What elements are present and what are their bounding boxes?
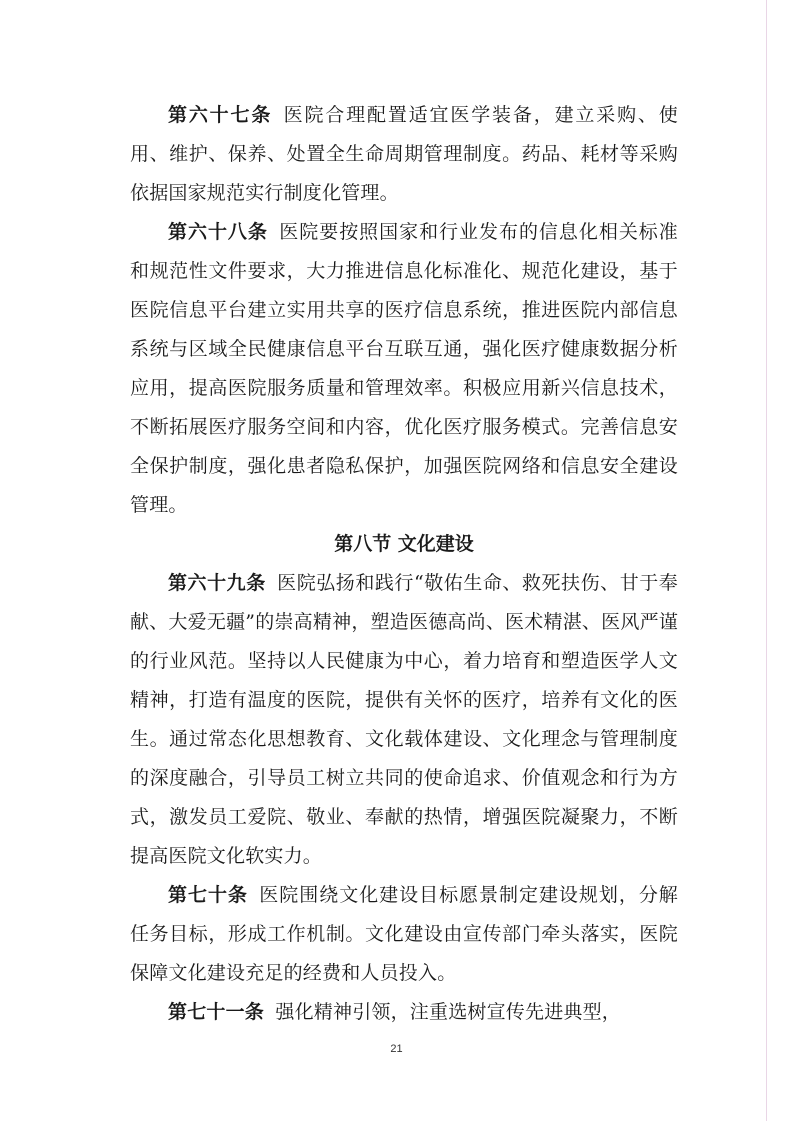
document-page [130,96,678,1032]
article-text: 强化精神引领，注重选树宣传先进典型， [275,1001,622,1023]
article-text: 医院要按照国家和行业发布的信息化相关标准和规范性文件要求，大力推进信息化标准化、规范化建设，基于医院信息平台建立实用共享的医疗信息系统，推进医院内部信息系统与区域全民健康信息平台互联互通，强化医疗健康数据分析应用，提高医院服务质量和管理效率。积极应用新兴信息技术，不断拓展医疗服务空间和内容，优化医疗服务模式。完善信息安全保护制度，强化患者隐私保护，加强医院网络和信息安全建设管理。 [130,221,678,516]
page-number: 21 [390,1043,403,1055]
section-title: 第八节 文化建设 [334,533,474,555]
article-number: 第六十九条 [168,572,266,594]
article-text: 医院弘扬和践行“敬佑生命、救死扶伤、甘于奉献、大爱无疆”的崇高精神，塑造医德高尚、医术精湛、医风严谨的行业风范。坚持以人民健康为中心，着力培育和塑造医学人文精神，打造有温度的医院，提供有关怀的医疗，培养有文化的医生。通过常态化思想教育、文化载体建设、文化理念与管理制度的深度融合，引导员工树立共同的使命追求、价值观念和行为方式，激发员工爱院、敬业、奉献的热情，增强医院凝聚力，不断提高医院文化软实力。 [130,572,678,867]
article-text: 医院合理配置适宜医学装备，建立采购、使用、维护、保养、处置全生命周期管理制度。药品、耗材等采购依据国家规范实行制度化管理。 [130,104,678,204]
article-number: 第六十七条 [168,104,273,126]
article-69 [130,564,678,876]
scan-edge-line [766,0,767,1121]
article-68 [130,213,678,525]
article-number: 第七十条 [168,884,248,906]
article-number: 第七十一条 [168,1001,265,1023]
article-67 [130,96,678,213]
article-text: 医院围绕文化建设目标愿景制定建设规划，分解任务目标，形成工作机制。文化建设由宣传部门牵头落实，医院保障文化建设充足的经费和人员投入。 [130,884,678,984]
article-70 [130,876,678,993]
article-71 [130,993,678,1032]
article-number: 第六十八条 [168,221,268,243]
